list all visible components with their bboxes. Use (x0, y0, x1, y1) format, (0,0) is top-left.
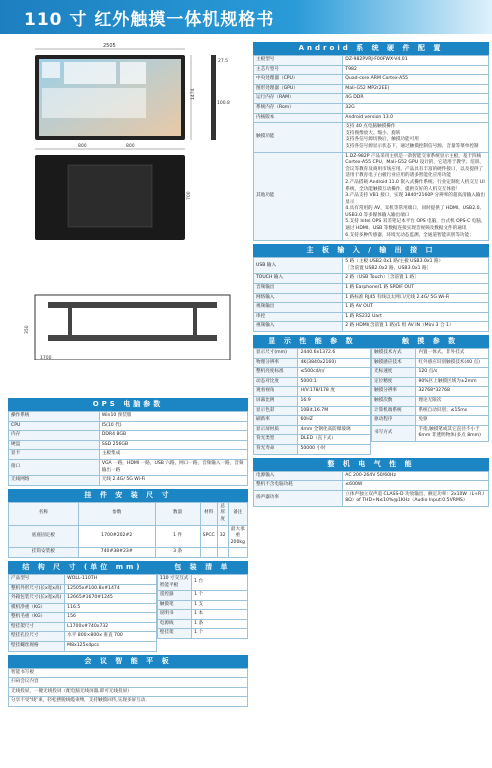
struct-row (9, 584, 157, 594)
power-value: AC 200-264V 50/60Hz (343, 471, 489, 481)
io-value: 1 路标准 RJ45 有线以太网口/无线 2.4G/ 5G Wi-Fi (343, 293, 489, 303)
display-row (254, 358, 371, 368)
ops-key: 操作系统 (9, 412, 100, 422)
touch-table (371, 348, 489, 442)
android-value: 支持 40 点电脑触摸操作 支持图像放大、缩小、旋转 支持各信号源切换后，触摸功能可用 支持各信号源显示状态下，通过触摸控制信号源、音量等菜单控制 (343, 123, 489, 152)
display-row (254, 444, 371, 454)
page-title: 110 寸 红外触摸一体机规格书 (24, 10, 275, 30)
mount-col-header: 参数 (78, 502, 155, 525)
display-key: 物理分辨率 (254, 358, 298, 368)
android-key: 中央处理器（CPU） (254, 75, 343, 85)
dim-back-b: 800 (126, 144, 135, 149)
touch-value: 120 点/s (416, 368, 489, 378)
android-row (254, 75, 489, 85)
display-header: 显 示 性 能 参 数 (253, 335, 371, 348)
ops-value: VGA 一路，HDMI 一路，USB 六路，网口一路，音频输入一路，音频输出一路 (99, 459, 247, 475)
touch-value: 90%区上触摸区域为±2mm (416, 377, 489, 387)
display-value: 4mm 全钢化高防爆玻璃 (298, 425, 371, 435)
android-value: 1.DZ-982P 产品采用主机是一款智能交审系统显示主板，基于四核 Cortex-A55 CPU，Mali-G52 GPU 设计的，它适用于教学、培训、会议等教育及商用市场应用。产品具有丰富的硬件接口，以及提供了适用于教育电子白板行业应用的诸多智能化应用功能 2.产品搭载 Android 11.0 嵌入式操作系统；行业定制化人机交互 UI 系统，全功能触摸互动操作，提供友好的人机交互体验！ 3.产品支持 VB1 接口，实现 3840*2160P 分辨率的超高清输入输出显示 4.具有常用的 AV、耳机等常用端口，同时提供了 HDMI、USB2.0、USB3.0 等多媒体输入输出端口 5.支持 Intel OPS 双差笔记本平台 OPS 电脑，台式机 OPS-C 电脑，通过 HDMI、USB 等数据连接实现音视频及数据文件的通讯 6.支持多种传感器，环境光动态监测，全通道智能识别等功能； (343, 152, 489, 241)
android-row (254, 65, 489, 75)
dim-front-height: 1474 (191, 88, 196, 100)
display-value: 16:9 (298, 396, 371, 406)
struct-table (8, 574, 157, 652)
display-row (254, 406, 371, 416)
touch-key: 触摸感应技术 (372, 358, 416, 368)
struct-row (9, 622, 157, 632)
display-row (254, 435, 371, 445)
touch-header: 触 摸 参 数 (371, 335, 489, 348)
display-value: 60HZ (298, 416, 371, 426)
struct-key: 壁挂孔位尺寸 (9, 632, 65, 642)
touch-row (372, 425, 489, 441)
pack-row (157, 629, 247, 639)
ops-row (9, 476, 248, 486)
touch-value: 手指,触摸笔或其它直径不小于 6mm 非透明物体(多点 8mm) (416, 425, 489, 441)
android-key: 运行内存（RAM） (254, 94, 343, 104)
display-row (254, 416, 371, 426)
display-value: H/V:178/178 度 (298, 387, 371, 397)
display-value: 10Bit,16.7M (298, 406, 371, 416)
android-value: DZ-982PVRJ-F00FWX-V4.01 (343, 56, 489, 66)
pack-key: 说明书 (157, 610, 191, 620)
struct-value: 12505x#100.8x#1474 (65, 584, 157, 594)
mount-cell: 32 (217, 525, 228, 548)
io-value: 2 路 HDMI(含前置 1 路)/1 组 AV IN（Mini 3 合 1） (343, 322, 489, 332)
meeting-row (9, 687, 248, 697)
display-key: 背光寿命 (254, 444, 298, 454)
display-row (254, 349, 371, 359)
display-key: 显示尺寸(mm) (254, 349, 298, 359)
ops-key: 显卡 (9, 450, 100, 460)
ops-key: CPU (9, 421, 100, 431)
touch-row (372, 396, 489, 406)
power-row (254, 471, 489, 481)
display-value: DLED（直下式） (298, 435, 371, 445)
io-key: USB 输入 (254, 258, 343, 274)
product-drawings (8, 40, 248, 360)
io-row (254, 284, 489, 294)
dim-mount-h: 350 (25, 325, 30, 334)
pack-value: 1 个 (192, 629, 248, 639)
touch-key: 定位精度 (372, 377, 416, 387)
ops-header: OPS 电脑参数 (8, 398, 248, 411)
dim-back-a: 800 (78, 144, 87, 149)
ops-key: 硬盘 (9, 440, 100, 450)
power-value: ≤600W (343, 481, 489, 491)
pack-value: 1 条 (192, 619, 248, 629)
struct-value: M8x125x4pcs (65, 642, 157, 652)
power-row (254, 490, 489, 506)
display-value: ≤500cd/㎡ (298, 368, 371, 378)
touch-value: 系统自动识别；≤15ms (416, 406, 489, 416)
display-key: 动态对比度 (254, 377, 298, 387)
io-value: 1 路 RS232 Uart (343, 312, 489, 322)
mount-table (8, 502, 248, 558)
android-key: 其他功能 (254, 152, 343, 241)
ops-row (9, 440, 248, 450)
display-key: 观看视角 (254, 387, 298, 397)
pack-row (157, 610, 247, 620)
touch-value: 内置一体式，非外挂式 (416, 349, 489, 359)
touch-value: 红外感应识别触摸技术(40 点) (416, 358, 489, 368)
power-key: 整机不含电脑功耗 (254, 481, 343, 491)
pack-key: 电源线 (157, 619, 191, 629)
struct-value: 12665#1670#1245 (65, 594, 157, 604)
dim-front-width: 2505 (103, 43, 116, 49)
meeting-item: 扫码会议内容 (9, 678, 248, 688)
struct-value: 水平 800×800x 垂直 700 (65, 632, 157, 642)
struct-key: 壁挂架尺寸 (9, 622, 65, 632)
ops-value: Win10 预装版 (99, 412, 247, 422)
mount-cell: SPCC (200, 525, 217, 548)
ops-value: 主板集成 (99, 450, 247, 460)
meeting-table (8, 668, 248, 707)
mount-row (9, 548, 248, 558)
android-value: 32G (343, 103, 489, 113)
struct-header: 结 构 尺 寸 (单位 mm) (8, 561, 157, 574)
mount-cell (200, 548, 217, 558)
struct-value: 156 (65, 613, 157, 623)
title-banner (0, 0, 492, 34)
mount-col-header: 数量 (155, 502, 200, 525)
io-key: 网络输入 (254, 293, 343, 303)
mount-head-row (9, 502, 248, 525)
touch-key: 触摸技术方式 (372, 349, 416, 359)
struct-value: 116.5 (65, 603, 157, 613)
ops-row (9, 412, 248, 422)
meeting-header: 会 议 智 能 平 板 (8, 655, 248, 668)
display-key: 屏幕比例 (254, 396, 298, 406)
dim-mount-w: 1700 (40, 356, 52, 361)
ops-row (9, 431, 248, 441)
struct-key: 整机毛重（KG） (9, 613, 65, 623)
io-row (254, 293, 489, 303)
meeting-row (9, 678, 248, 688)
pack-value: 1 台 (192, 574, 248, 590)
android-row (254, 123, 489, 152)
io-value: 5 路（主板 USB2.0x1 路/主板 USB3.0x1 路） ［含前置 USB2.0x2 路，USB3.0x1 路］ (343, 258, 489, 274)
struct-key: 壁挂螺丝规格 (9, 642, 65, 652)
android-row (254, 84, 489, 94)
struct-value: L1700x#740x732 (65, 622, 157, 632)
display-key: 显示屏材质 (254, 425, 298, 435)
ops-value: I5(10 代) (99, 421, 247, 431)
touch-key: 书写方式 (372, 425, 416, 441)
pack-row (157, 574, 247, 590)
ops-key: 接口 (9, 459, 100, 475)
android-value: T982 (343, 65, 489, 75)
android-key: 主板型号 (254, 56, 343, 66)
ops-row (9, 459, 248, 475)
meeting-item: 分享不受"线"束，轻松摆脱线缆束缚，支持触摸回传,实现多屏互动. (9, 697, 248, 707)
mount-cell: 1 件 (155, 525, 200, 548)
meeting-row (9, 697, 248, 707)
touch-row (372, 416, 489, 426)
ops-table (8, 411, 248, 486)
io-header: 主 板 输 入 / 输 出 接 口 (253, 244, 489, 257)
power-table (253, 471, 489, 507)
touch-row (372, 387, 489, 397)
mount-cell: 740#38#23# (78, 548, 155, 558)
mount-cell: 底座固定板 (9, 525, 79, 548)
android-row (254, 152, 489, 241)
mount-col-header: 材料 (200, 502, 217, 525)
android-table (253, 55, 489, 241)
display-row (254, 425, 371, 435)
display-value: 5000:1 (298, 377, 371, 387)
meeting-item: 无线投屏，一键无线投屏（配电脑无线屏器,即可无线投屏） (9, 687, 248, 697)
ops-row (9, 421, 248, 431)
ops-value: SSD 256GB (99, 440, 247, 450)
power-value: 立体声独立双声道 CLASS-D 功放输出，额定功率：2x10W（L+R / 8Ω）of THD+N≤10%@1KHz（Audio Input:0.5VRMS） (343, 490, 489, 506)
struct-key: 模机净重（KG） (9, 603, 65, 613)
ops-row (9, 450, 248, 460)
side-view (211, 55, 216, 140)
power-key: 电源输入 (254, 471, 343, 481)
power-key: 扬声器功率 (254, 490, 343, 506)
pack-key: 壁挂架 (157, 629, 191, 639)
android-value: Android version 13.0 (343, 113, 489, 123)
struct-row (9, 613, 157, 623)
pack-header: 包 装 清 单 (157, 561, 248, 574)
mount-cell (228, 548, 247, 558)
io-key: 音频输出 (254, 284, 343, 294)
struct-key: 整机外形尺寸(长x宽x高) (9, 584, 65, 594)
display-value: 2440.6x1372.6 (298, 349, 371, 359)
ops-key: 无线网络 (9, 476, 100, 486)
dim-side-depth: 27.5 (218, 59, 229, 64)
pack-key: 遥控器 (157, 591, 191, 601)
touch-value: 免驱 (416, 416, 489, 426)
pack-table (157, 574, 248, 639)
touch-key: 驱动程序 (372, 416, 416, 426)
android-key: 图形处理器（GPU） (254, 84, 343, 94)
display-row (254, 396, 371, 406)
android-key: 主芯片型号 (254, 65, 343, 75)
display-row (254, 377, 371, 387)
touch-key: 计算机端系统 (372, 406, 416, 416)
mount-cell (217, 548, 228, 558)
display-table (253, 348, 371, 455)
android-value: Mali-G52 MP2(2EE) (343, 84, 489, 94)
io-row (254, 258, 489, 274)
io-value: 1 路 Earphone/1 路 SPDIF OUT (343, 284, 489, 294)
android-row (254, 113, 489, 123)
io-row (254, 274, 489, 284)
struct-row (9, 603, 157, 613)
pack-value: 1 支 (192, 600, 248, 610)
touch-key: 触摸分辨率 (372, 387, 416, 397)
touch-row (372, 377, 489, 387)
display-key: 刷新率 (254, 416, 298, 426)
io-value: 2 路（USB Touch）［含前置 1 路］ (343, 274, 489, 284)
mount-row (9, 525, 248, 548)
io-row (254, 303, 489, 313)
io-key: 视频输入 (254, 322, 343, 332)
android-row (254, 103, 489, 113)
android-key: 系统内存（Rom） (254, 103, 343, 113)
android-row (254, 94, 489, 104)
android-key: 内核版本 (254, 113, 343, 123)
dim-back-h: 700 (187, 191, 192, 200)
display-key: 背光类型 (254, 435, 298, 445)
power-header: 整 机 电 气 性 能 (253, 458, 489, 471)
struct-key: 产品型号 (9, 574, 65, 584)
struct-value: WOLL-110TH (65, 574, 157, 584)
struct-key: 外箱包装尺寸(长x宽x高) (9, 594, 65, 604)
pack-key: 110 寸交互式智能平板 (157, 574, 191, 590)
io-key: 串控 (254, 312, 343, 322)
pack-row (157, 591, 247, 601)
struct-row (9, 632, 157, 642)
io-key: 视频输出 (254, 303, 343, 313)
io-row (254, 312, 489, 322)
display-value: 4K(3840x2160) (298, 358, 371, 368)
struct-row (9, 574, 157, 584)
pack-key: 触摸笔 (157, 600, 191, 610)
pack-row (157, 619, 247, 629)
display-row (254, 368, 371, 378)
mount-col-header: 名称 (9, 502, 79, 525)
struct-row (9, 594, 157, 604)
touch-row (372, 358, 489, 368)
pack-value: 1 本 (192, 610, 248, 620)
display-row (254, 387, 371, 397)
android-key: 触摸功能 (254, 123, 343, 152)
display-key: 显示色彩 (254, 406, 298, 416)
touch-row (372, 349, 489, 359)
io-row (254, 322, 489, 332)
meeting-row (9, 668, 248, 678)
pack-row (157, 600, 247, 610)
android-value: Quad-core ARM Cortex-A55 (343, 75, 489, 85)
touch-row (372, 406, 489, 416)
io-value: 1 路 AV OUT (343, 303, 489, 313)
io-key: TOUCH 输入 (254, 274, 343, 284)
power-row (254, 481, 489, 491)
android-value: 4G DDR (343, 94, 489, 104)
touch-value: 理论无限次 (416, 396, 489, 406)
pack-value: 1 个 (192, 591, 248, 601)
touch-key: 触摸次数 (372, 396, 416, 406)
android-header: Android 系 统 硬 件 配 置 (253, 42, 489, 55)
display-value: 50000 小时 (298, 444, 371, 454)
touch-value: 32768*32768 (416, 387, 489, 397)
struct-row (9, 642, 157, 652)
touch-row (372, 368, 489, 378)
ops-key: 内存 (9, 431, 100, 441)
mount-cell: 1700#202#2 (78, 525, 155, 548)
mount-col-header: 总厚度 (217, 502, 228, 525)
android-row (254, 56, 489, 66)
meeting-item: 智能书写板 (9, 668, 248, 678)
touch-key: 光标速度 (372, 368, 416, 378)
mount-header: 挂 件 安 装 尺 寸 (8, 489, 248, 502)
mount-cell: 3 条 (155, 548, 200, 558)
ops-value: DDR4 8GB (99, 431, 247, 441)
dim-side-depth2: 100.8 (217, 101, 230, 106)
ops-value: 无线 2.4G/ 5G Wi-Fi (99, 476, 247, 486)
mount-cell: 挂钩安装板 (9, 548, 79, 558)
mount-cell: 最大承重 200kg (228, 525, 247, 548)
display-key: 整机亮度标准 (254, 368, 298, 378)
io-table (253, 257, 489, 332)
mount-col-header: 备注 (228, 502, 247, 525)
